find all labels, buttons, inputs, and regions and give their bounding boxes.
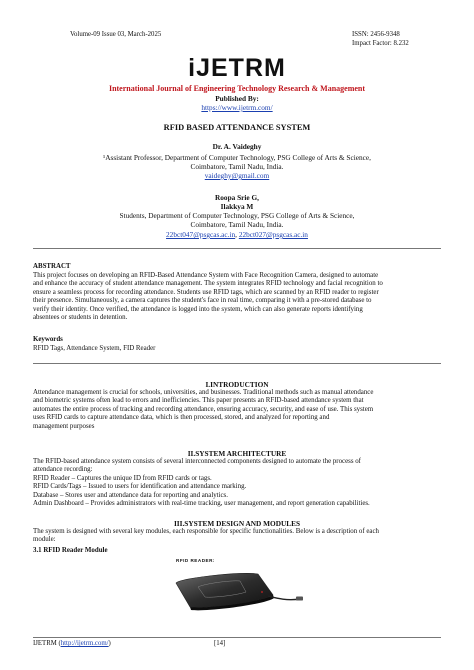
architecture-line: RFID Reader – Captures the unique ID from RFID cards or tags. xyxy=(33,474,212,482)
architecture-heading: II.SYSTEM ARCHITECTURE xyxy=(187,449,287,458)
intro-line: uses RFID cards to capture attendance data, which is then processed, stored, and analyzed for reporting and xyxy=(33,414,330,422)
author1-affiliation: ¹Assistant Professor, Department of Computer Technology, PSG College of Arts & Science, xyxy=(103,153,371,162)
journal-url-link[interactable]: https://www.ijetrm.com/ xyxy=(201,103,273,112)
abstract-line: verify their identity. Once verified, the attendance is logged into the system, which can also generate reports identifying xyxy=(33,305,363,313)
paper-title: RFID BASED ATTENDANCE SYSTEM xyxy=(163,123,311,132)
architecture-line: The RFID-based attendance system consists of several interconnected components designed to automate the process of xyxy=(33,458,361,465)
abstract-heading: ABSTRACT xyxy=(33,263,71,270)
author2-name: Roopa Srie G, xyxy=(215,193,259,202)
author3-name: Ilakkya M xyxy=(220,202,254,211)
subsection-heading: 3.1 RFID Reader Module xyxy=(33,547,108,554)
intro-line: automates the entire process of tracking and recording attendance, ensuring accuracy, security, and ease of use. This system xyxy=(33,405,374,413)
keywords-text: RFID Tags, Attendance System, FID Reader xyxy=(33,345,156,352)
design-heading: III.SYSTEM DESIGN AND MODULES xyxy=(173,519,301,528)
author2-affiliation: Students, Department of Computer Technology, PSG College of Arts & Science, xyxy=(119,211,355,220)
author2-email[interactable]: 22bct047@psgcas.ac.in xyxy=(166,230,236,239)
abstract-line: This project focuses on developing an RFID-Based Attendance System with Face Recognition Camera, designed to automate xyxy=(33,272,379,279)
architecture-line: Database – Stores user and attendance data for reporting and analytics. xyxy=(33,491,228,499)
footer-suffix: ) xyxy=(108,640,111,647)
footer-journal xyxy=(33,640,111,648)
architecture-body xyxy=(33,458,441,508)
design-line: module: xyxy=(33,536,56,544)
abstract-line: ensure a seamless process for recording attendance. Students use RFID tags, which are scanned by an RFID reader to register xyxy=(33,288,379,296)
author2-location: Coimbatore, Tamil Nadu, India. xyxy=(190,220,284,229)
divider xyxy=(33,248,441,249)
keywords-heading: Keywords xyxy=(33,336,63,343)
journal-logo xyxy=(0,54,474,83)
architecture-line: Admin Dashboard – Provides administrators with real-time tracking, user management, and report generation capabilities. xyxy=(33,500,370,508)
author3-email[interactable]: 22bct027@psgcas.ac.in xyxy=(238,230,308,239)
abstract-line: their presence. Simultaneously, a camera captures the student's face in real time, comparing it with a pre-stored database to xyxy=(33,297,372,305)
volume-info: Volume-09 Issue 03, March-2025 xyxy=(70,31,162,38)
intro-line: and biometric systems often lead to errors and inefficiencies. This paper presents an RFID-based attendance system that xyxy=(33,397,364,405)
published-by: Published By: xyxy=(215,94,259,103)
abstract-body xyxy=(33,272,441,322)
journal-name: International Journal of Engineering Technology Research & Management xyxy=(108,84,366,93)
author1-name: Dr. A. Vaideghy xyxy=(212,142,262,151)
introduction-body xyxy=(33,389,441,431)
divider xyxy=(33,363,441,364)
abstract-line: absentees or students in detention. xyxy=(33,314,128,322)
rfid-reader-figure xyxy=(168,557,308,613)
architecture-line: attendance recording: xyxy=(33,466,93,474)
architecture-line: RFID Cards/Tags – Issued to users for identification and attendance marking. xyxy=(33,483,247,491)
abstract-line: and enhance the accuracy of student attendance management. The system integrates RFID technology and facial recognition to xyxy=(33,280,383,288)
figure-label: RFID READER: xyxy=(176,558,215,563)
footer-prefix: IJETRM ( xyxy=(33,640,61,647)
footer-divider xyxy=(33,637,441,638)
intro-line: Attendance management is crucial for schools, universities, and businesses. Traditional methods such as manual attendance xyxy=(33,389,374,396)
rfid-reader-image xyxy=(168,565,308,613)
design-body xyxy=(33,528,441,545)
footer-link[interactable]: http://ijetrm.com/ xyxy=(60,640,109,647)
intro-line: management purposes xyxy=(33,422,95,430)
page-number: [14] xyxy=(214,640,226,647)
design-line: The system is designed with several key modules, each responsible for specific functionalities. Below is a description of each xyxy=(33,528,379,535)
impact-factor: Impact Factor: 8.232 xyxy=(352,40,409,47)
journal-logo-text: iJETRM xyxy=(188,54,286,82)
email-separator: , xyxy=(235,230,237,239)
author1-email[interactable]: vaideghy@gmail.com xyxy=(204,171,270,180)
introduction-heading: I.INTRODUCTION xyxy=(205,380,269,389)
issn: ISSN: 2456-9348 xyxy=(352,31,400,38)
author1-location: Coimbatore, Tamil Nadu, India. xyxy=(190,162,284,171)
